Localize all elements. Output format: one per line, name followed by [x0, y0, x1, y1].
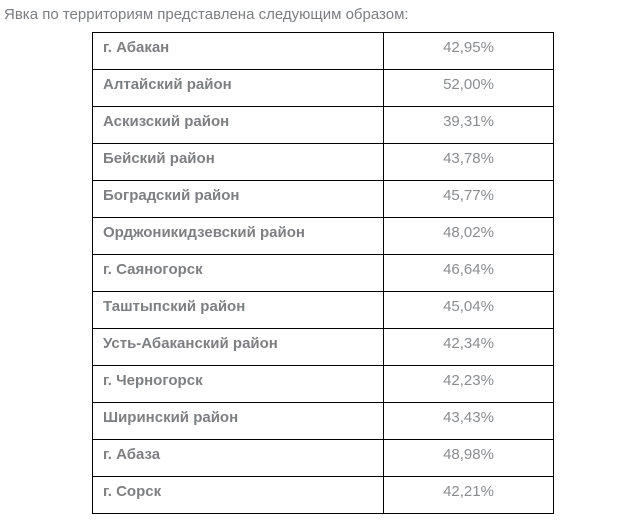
territory-cell: г. Сорск — [93, 477, 384, 514]
territory-cell: г. Черногорск — [93, 366, 384, 403]
table-row — [93, 218, 554, 255]
table-row — [93, 440, 554, 477]
page-title: Явка по территориям представлена следующим образом: — [4, 6, 409, 23]
table-row — [93, 255, 554, 292]
turnout-cell: 48,02% — [384, 218, 554, 255]
turnout-cell: 39,31% — [384, 107, 554, 144]
territory-cell: Таштыпский район — [93, 292, 384, 329]
table-row — [93, 144, 554, 181]
turnout-table-body — [93, 33, 554, 514]
turnout-cell: 48,98% — [384, 440, 554, 477]
table-row — [93, 181, 554, 218]
table-row — [93, 329, 554, 366]
table-row — [93, 33, 554, 70]
territory-cell: Усть-Абаканский район — [93, 329, 384, 366]
turnout-cell: 43,78% — [384, 144, 554, 181]
turnout-cell: 42,95% — [384, 33, 554, 70]
territory-cell: г. Абакан — [93, 33, 384, 70]
territory-cell: Аскизский район — [93, 107, 384, 144]
territory-cell: г. Саяногорск — [93, 255, 384, 292]
turnout-cell: 42,23% — [384, 366, 554, 403]
table-row — [93, 292, 554, 329]
turnout-cell: 43,43% — [384, 403, 554, 440]
table-row — [93, 366, 554, 403]
table-row — [93, 403, 554, 440]
territory-cell: Алтайский район — [93, 70, 384, 107]
turnout-cell: 45,04% — [384, 292, 554, 329]
turnout-cell: 42,34% — [384, 329, 554, 366]
table-row — [93, 477, 554, 514]
territory-cell: Орджоникидзевский район — [93, 218, 384, 255]
table-row — [93, 107, 554, 144]
territory-cell: Боградский район — [93, 181, 384, 218]
territory-cell: г. Абаза — [93, 440, 384, 477]
turnout-cell: 46,64% — [384, 255, 554, 292]
table-row — [93, 70, 554, 107]
territory-cell: Ширинский район — [93, 403, 384, 440]
turnout-cell: 45,77% — [384, 181, 554, 218]
territory-cell: Бейский район — [93, 144, 384, 181]
turnout-table — [92, 32, 554, 514]
turnout-cell: 42,21% — [384, 477, 554, 514]
turnout-cell: 52,00% — [384, 70, 554, 107]
